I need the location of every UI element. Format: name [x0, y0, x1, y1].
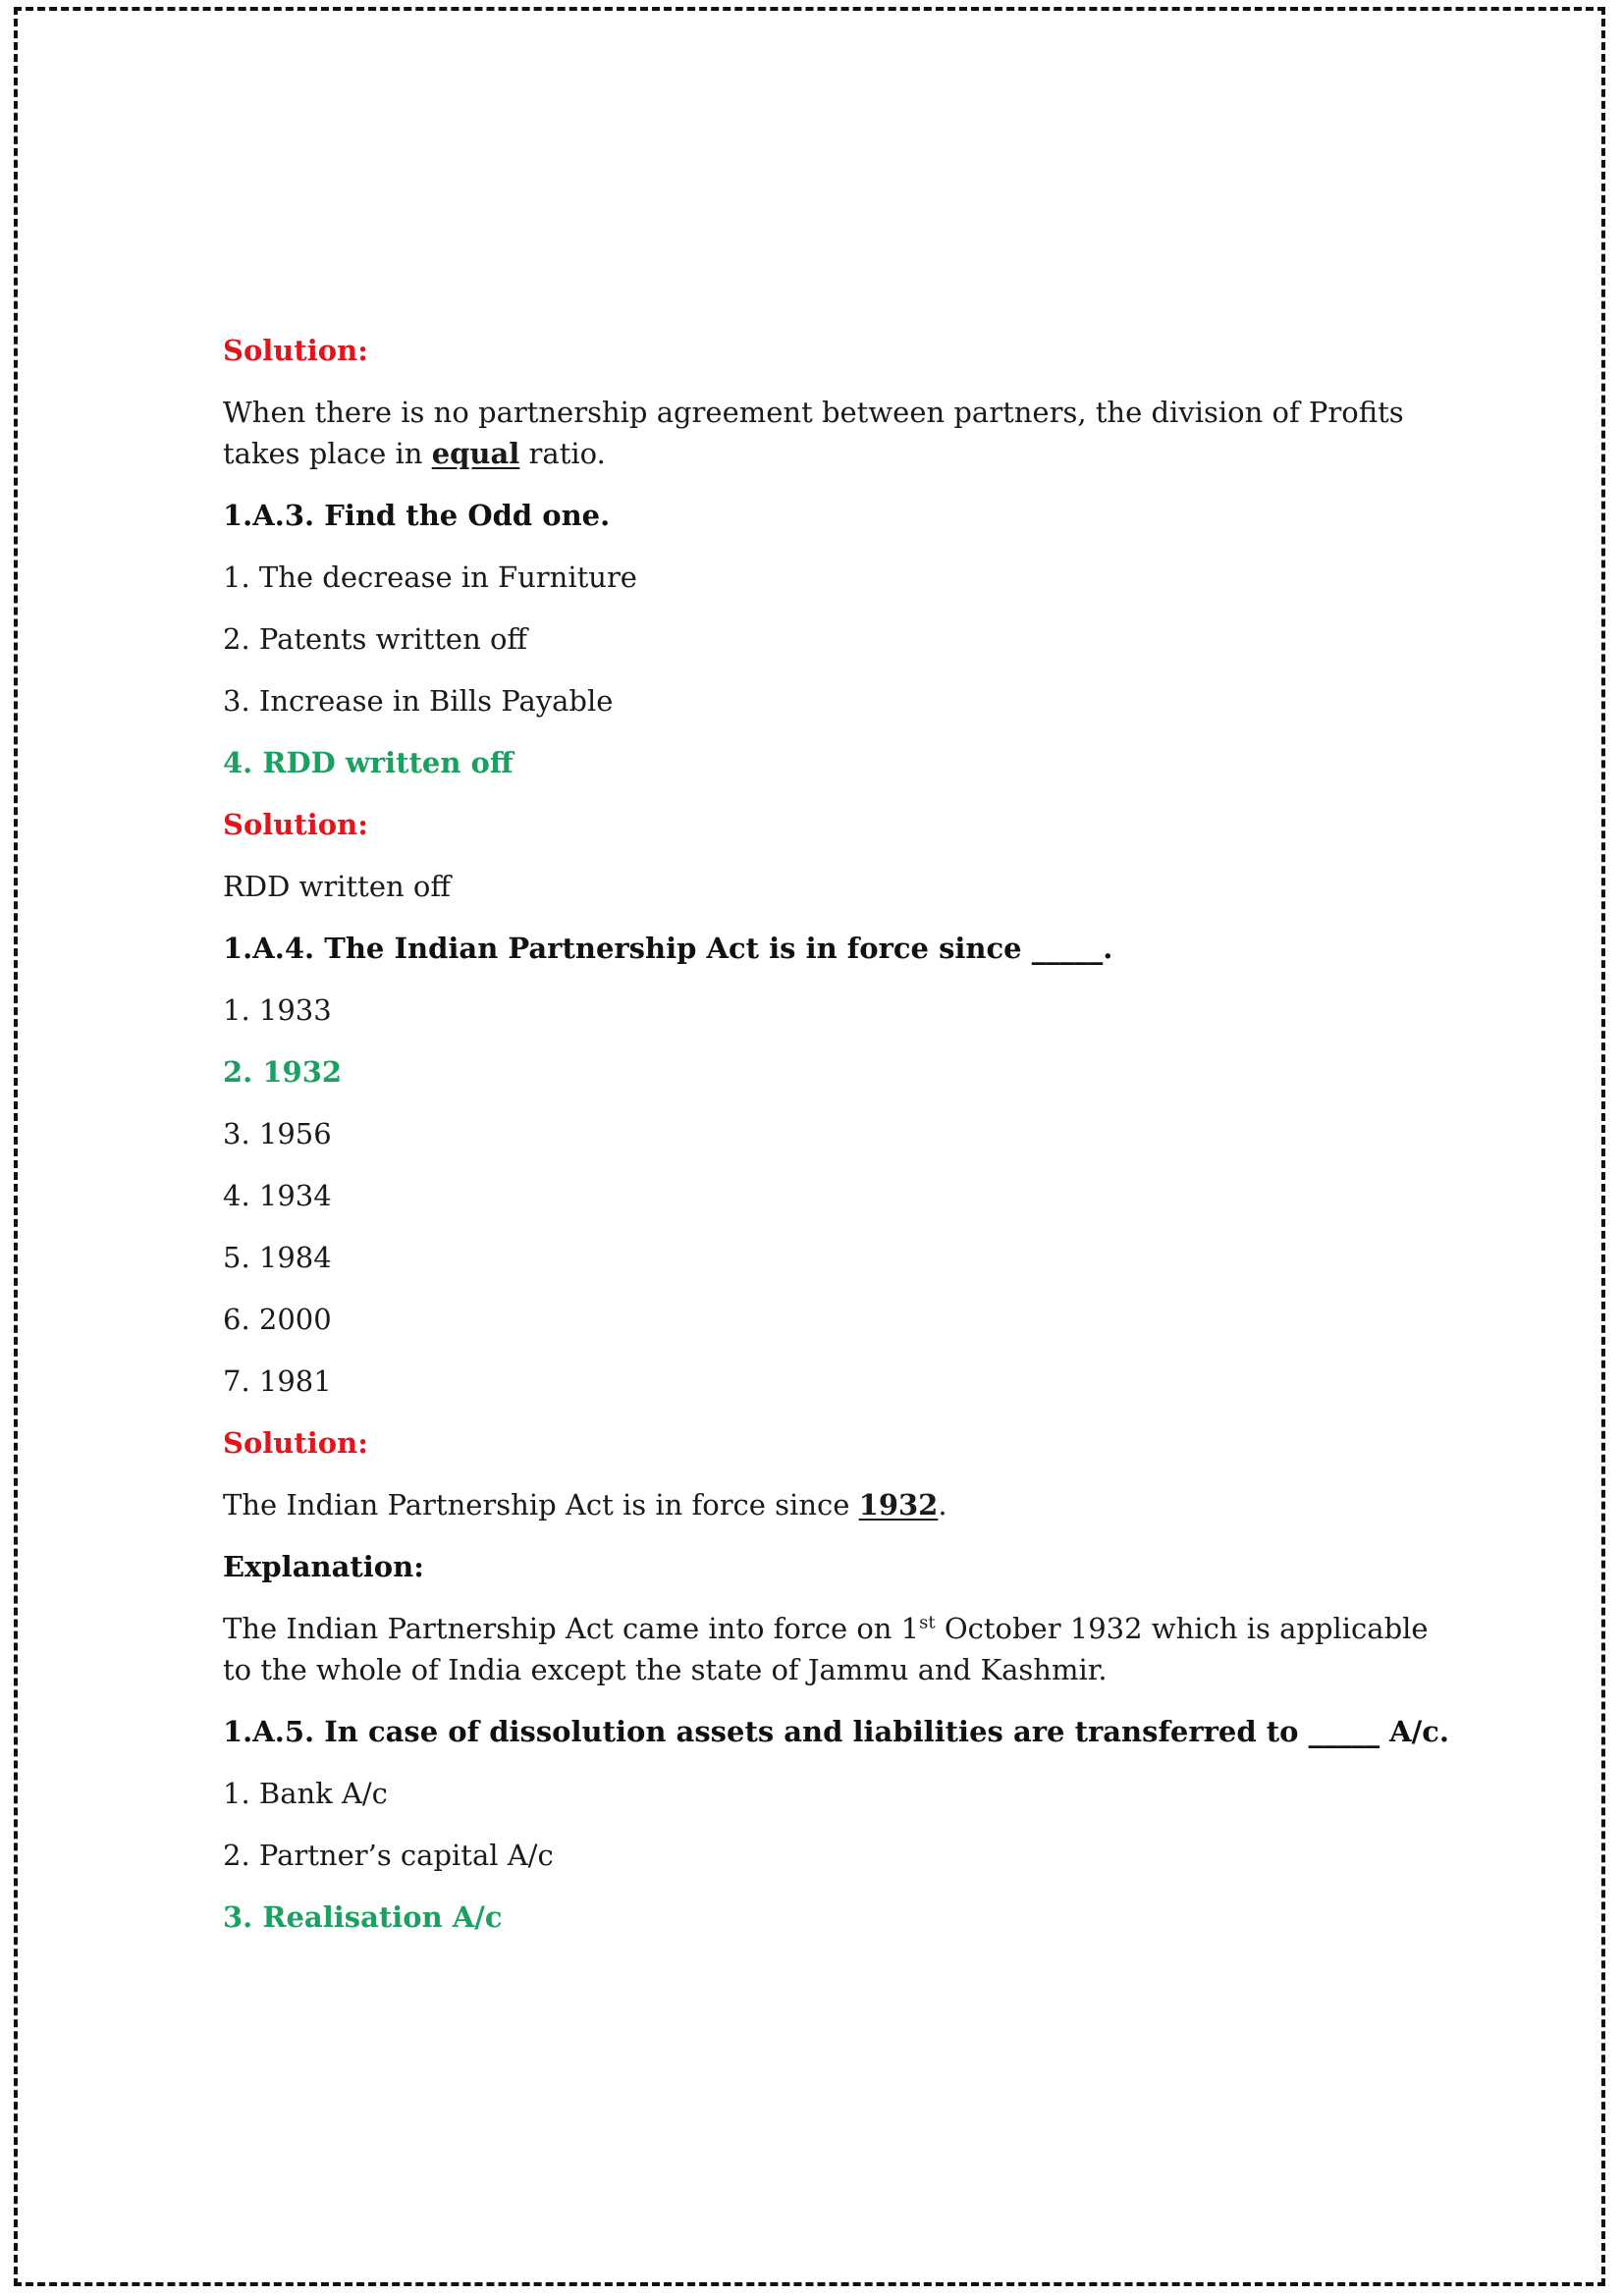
- solution-label: Solution:: [223, 334, 368, 367]
- option-item: 1. 1933: [223, 993, 332, 1027]
- answer-highlight: equal: [431, 437, 520, 470]
- option-item: 5. 1984: [223, 1241, 332, 1274]
- correct-option-item: 3. Realisation A/c: [223, 1900, 503, 1934]
- option-item: 1. Bank A/c: [223, 1777, 388, 1810]
- option-item: 4. 1934: [223, 1179, 332, 1212]
- option-item: 1. The decrease in Furniture: [223, 561, 637, 594]
- solution-label: Solution:: [223, 1426, 368, 1460]
- explanation-label: Explanation:: [223, 1550, 424, 1583]
- document-content: [223, 330, 1450, 1958]
- explanation-paragraph: [223, 1608, 1429, 1690]
- solution-text-line: takes place in equal ratio.: [223, 437, 606, 470]
- explanation-text-line: The Indian Partnership Act came into force on 1st October 1932 which is applicable: [223, 1612, 1429, 1645]
- option-item: 3. Increase in Bills Payable: [223, 684, 614, 718]
- solution-paragraph: [223, 392, 1411, 474]
- explanation-text-line: to the whole of India except the state of Jammu and Kashmir.: [223, 1653, 1108, 1686]
- solution-text-line: When there is no partnership agreement between partners, the division of Profits: [223, 396, 1404, 429]
- option-item: 3. 1956: [223, 1117, 332, 1150]
- option-item: 6. 2000: [223, 1303, 332, 1336]
- question-heading: 1.A.5. In case of dissolution assets and liabilities are transferred to _____ A/c.: [223, 1715, 1450, 1748]
- correct-option-item: 2. 1932: [223, 1055, 343, 1089]
- correct-option-item: 4. RDD written off: [223, 746, 514, 779]
- solution-text: RDD written off: [223, 870, 451, 903]
- answer-highlight: 1932: [858, 1488, 939, 1522]
- option-item: 2. Partner’s capital A/c: [223, 1839, 554, 1872]
- option-item: 7. 1981: [223, 1364, 332, 1398]
- question-heading: 1.A.3. Find the Odd one.: [223, 499, 611, 532]
- question-heading: 1.A.4. The Indian Partnership Act is in force since _____.: [223, 932, 1113, 965]
- option-item: 2. Patents written off: [223, 622, 528, 656]
- solution-label: Solution:: [223, 808, 368, 841]
- solution-text: The Indian Partnership Act is in force since 1932.: [223, 1488, 947, 1522]
